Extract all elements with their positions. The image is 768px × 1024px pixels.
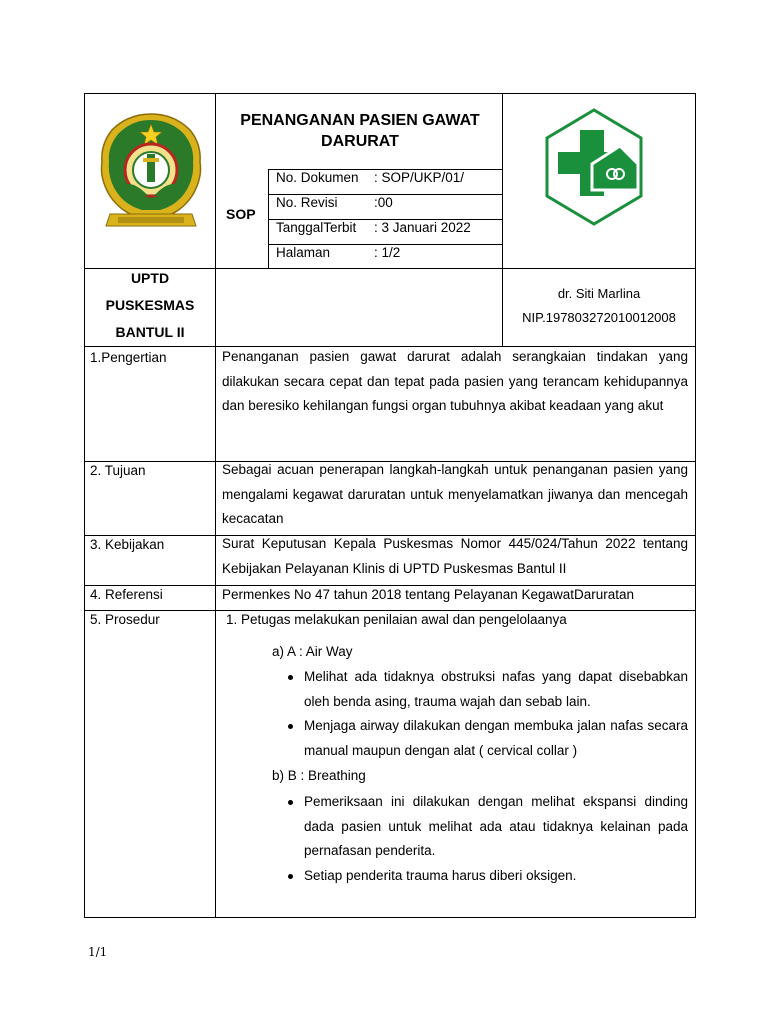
org-name-line1: UPTD: [130, 270, 170, 286]
revision-label: No. Revisi: [276, 195, 338, 210]
row-label-referensi: 4. Referensi: [90, 587, 163, 602]
breathing-heading: b) B : Breathing: [272, 768, 366, 783]
bullet-icon: [288, 675, 293, 680]
kebijakan-paragraph: Surat Keputusan Kepala Puskesmas Nomor 445/024/Tahun 2022 tentang Kebijakan Pelayanan Klinis di UPTD Puskesmas Bantul II: [222, 536, 688, 576]
row-label-kebijakan: 3. Kebijakan: [90, 537, 165, 552]
puskesmas-green-cross-icon: [544, 108, 644, 226]
airway-bullet-1-text: Melihat ada tidaknya obstruksi nafas yang dapat disebabkan oleh benda asing, trauma wajah dan sebab lain.: [304, 669, 688, 709]
regional-government-emblem-icon: [98, 110, 204, 234]
airway-bullet-2: [304, 714, 688, 763]
page-value: : 1/2: [374, 245, 401, 260]
airway-bullet-2-text: Menjaga airway dilakukan dengan membuka jalan nafas secara manual maupun dengan alat ( cervical collar ): [304, 718, 688, 758]
row-text-pengertian: [222, 345, 688, 419]
page-number: 1/1: [88, 945, 108, 959]
bullet-icon: [288, 874, 293, 879]
signer-name: dr. Siti Marlina: [557, 286, 641, 301]
breathing-bullet-2-text: Setiap penderita trauma harus diberi oksigen.: [304, 868, 577, 883]
airway-heading: a) A : Air Way: [272, 644, 353, 659]
page-label: Halaman: [276, 245, 331, 260]
document-title-line1: PENANGANAN PASIEN GAWAT: [240, 112, 480, 129]
row-label-pengertian: 1.Pengertian: [90, 350, 167, 365]
doc-number-value: : SOP/UKP/01/: [374, 170, 465, 185]
breathing-bullet-1: [304, 790, 688, 864]
signer-nip: NIP.197803272010012008: [522, 310, 676, 325]
document-title-line2: DARURAT: [321, 133, 399, 150]
pengertian-paragraph: Penanganan pasien gawat darurat adalah serangkaian tindakan yang dilakukan secara cepat dan tepat pada pasien yang terancam kehidupannya dan beresiko kehilangan fungsi organ tubuhnya akibat keadaan yang akut: [222, 349, 688, 413]
revision-value: :00: [374, 195, 393, 210]
row-text-kebijakan: [222, 532, 688, 581]
breathing-bullet-1-text: Pemeriksaan ini dilakukan dengan melihat ekspansi dinding dada pasien untuk melihat ada atau tidaknya kelainan pada pernafasan penderita.: [304, 794, 688, 858]
prosedur-step-1: 1. Petugas melakukan penilaian awal dan pengelolaanya: [226, 612, 567, 627]
airway-bullet-1: [304, 665, 688, 714]
tujuan-paragraph: Sebagai acuan penerapan langkah-langkah untuk penanganan pasien yang mengalami kegawat daruratan untuk menyelamatkan jiwanya dan mencegah kecacatan: [222, 462, 688, 526]
row-text-tujuan: [222, 458, 688, 532]
row-text-referensi: Permenkes No 47 tahun 2018 tentang Pelayanan KegawatDaruratan: [222, 587, 635, 602]
bullet-icon: [288, 724, 293, 729]
org-name-line2: PUSKESMAS: [105, 297, 195, 313]
row-label-prosedur: 5. Prosedur: [90, 612, 160, 627]
doc-number-label: No. Dokumen: [276, 170, 359, 185]
org-name-line3: BANTUL II: [115, 324, 185, 340]
sop-label: SOP: [226, 206, 256, 222]
issue-date-value: : 3 Januari 2022: [374, 220, 471, 235]
issue-date-label: TanggalTerbit: [276, 220, 357, 235]
bullet-icon: [288, 800, 293, 805]
row-label-tujuan: 2. Tujuan: [90, 463, 146, 478]
